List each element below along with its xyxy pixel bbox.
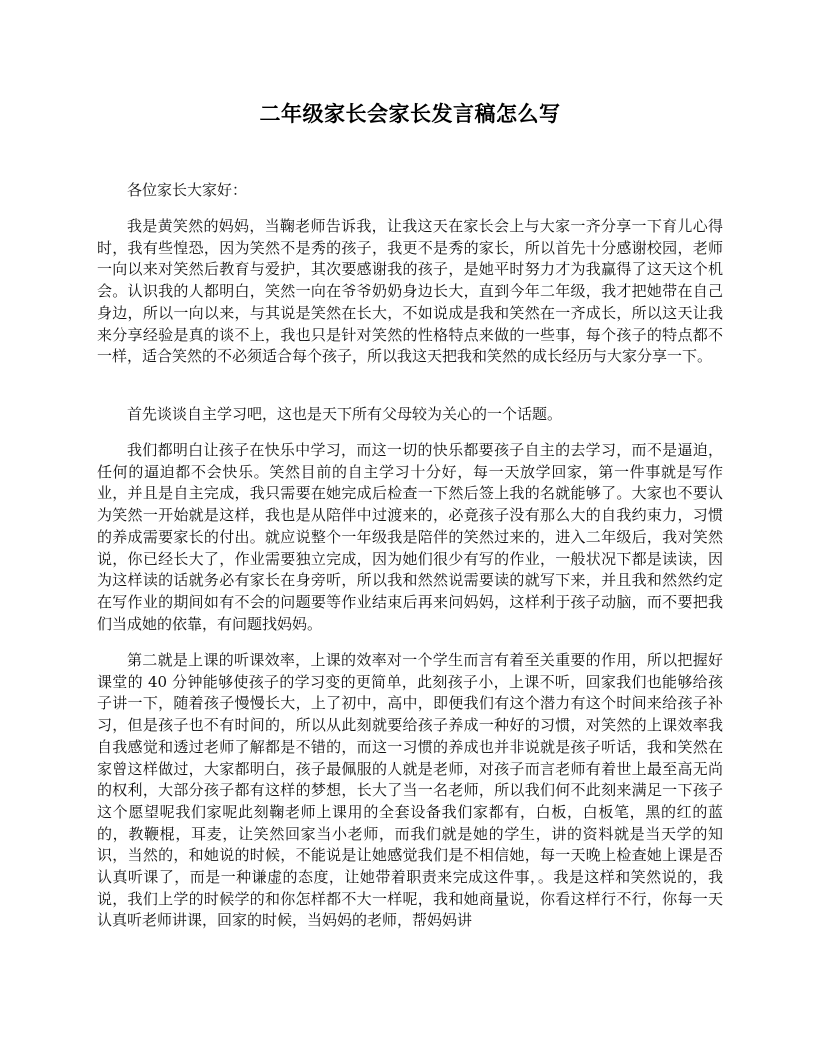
document-title: 二年级家长会家长发言稿怎么写 (259, 102, 561, 126)
paragraph-introduction: 我是黄笑然的妈妈，当鞠老师告诉我，让我这天在家长会上与大家一齐分享一下育儿心得时，我有些惶恐，因为笑然不是秀的孩子，我更不是秀的家长，所以首先十分感谢校园，老师一向以来对笑然后教育与爱护，其次要感谢我的孩子，是她平时努力才为我赢得了这天这个机会。认识我的人都明白，笑然一向在爷爷奶奶身边长大，直到今年二年级，我才把她带在自己身边，所以一向以来，与其说是笑然在长大，不如说成是我和笑然在一齐成长，所以这天让我来分享经验是真的谈不上，我也只是针对笑然的性格特点来做的一些事，每个孩子的特点都不一样，适合笑然的不必须适合每个孩子，所以我这天把我和笑然的成长经历与大家分享一下。 (97, 217, 723, 366)
paragraph-topic-self-study: 首先谈谈自主学习吧，这也是天下所有父母较为关心的一个话题。 (127, 405, 563, 423)
paragraph-self-study-detail: 我们都明白让孩子在快乐中学习，而这一切的快乐都要孩子自主的去学习，而不是逼迫，任何的逼迫都不会快乐。笑然目前的自主学习十分好，每一天放学回家，第一件事就是写作业，并且是自主完成，我只需要在她完成后检查一下然后签上我的名就能够了。大家也不要认为笑然一开始就是这样，我也是从陪伴中过渡来的，必竟孩子没有那么大的自我约束力，习惯的养成需要家长的付出。就应说整个一年级我是陪伴的笑然过来的，进入二年级后，我对笑然说，你已经长大了，作业需要独立完成，因为她们很少有写的作业，一般状况下都是读读，因为这样读的话就务必有家长在身旁听，所以我和然然说需要读的就写下来，并且我和然然约定在写作业的期间如有不会的问题要等作业结束后再来问妈妈，这样利于孩子动脑，而不要把我们当成她的依靠，有问题找妈妈。 (97, 441, 723, 633)
greeting-line: 各位家长大家好： (127, 181, 248, 199)
paragraph-class-efficiency: 第二就是上课的听课效率，上课的效率对一个学生而言有着至关重要的作用，所以把握好课堂的 40 分钟能够使孩子的学习变的更简单，此刻孩子小，上课不听，回家我们也能够给孩子讲一下，随着孩子慢慢长大，上了初中，高中，即便我们有这个潜力有这个时间来给孩子补习，但是孩子也不有时间的，所以从此刻就要给孩子养成一种好的习惯，对笑然的上课效率我自我感觉和透过老师了解都是不错的，而这一习惯的养成也并非说就是孩子听话，我和笑然在家曾这样做过，大家都明白，孩子最佩服的人就是老师，对孩子而言老师有着世上最至高无尚的权利，大部分孩子都有这样的梦想，长大了当一名老师，所以我们何不此刻来满足一下孩子这个愿望呢我们家呢此刻鞠老师上课用的全套设备我们家都有，白板，白板笔，黑的红的蓝的，教鞭棍，耳麦，让笑然回家当小老师，而我们就是她的学生，讲的资料就是当天学的知识，当然的，和她说的时候，不能说是让她感觉我们是不相信她，每一天晚上检查她上课是否认真听课了，而是一种谦虚的态度，让她带着职责来完成这件事，。我是这样和笑然说的，我说，我们上学的时候学的和你怎样都不大一样呢，我和她商量说，你看这样行不行，你每一天认真听老师讲课，回家的时候，当妈妈的老师，帮妈妈讲 (97, 651, 723, 930)
